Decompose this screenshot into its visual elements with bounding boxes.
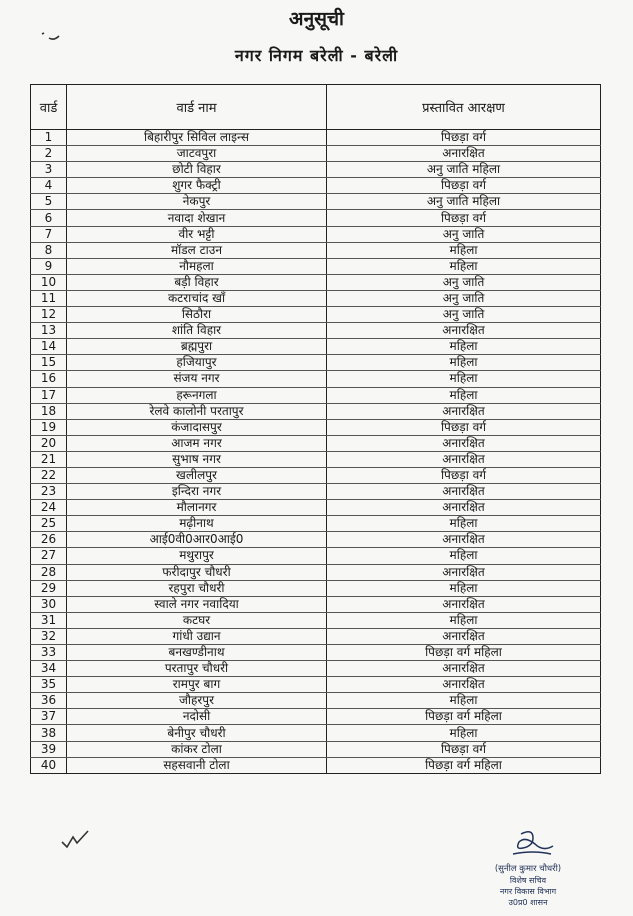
table-row <box>31 419 601 435</box>
table-row <box>31 339 601 355</box>
signatory-name: (सुनील कुमार चौधरी) <box>494 864 562 874</box>
table-row <box>31 612 601 628</box>
ward-name-cell: शुगर फैक्ट्री <box>67 178 327 194</box>
reservation-cell: पिछड़ा वर्ग <box>327 210 601 226</box>
reservation-cell: अनारक्षित <box>327 403 601 419</box>
ward-number-cell: 32 <box>31 628 67 644</box>
ward-name-cell: कांकर टोला <box>67 741 327 757</box>
ward-number-cell: 20 <box>31 435 67 451</box>
reservation-cell: महिला <box>327 516 601 532</box>
ward-number-cell: 19 <box>31 419 67 435</box>
ward-number-cell: 38 <box>31 725 67 741</box>
ward-number-cell: 39 <box>31 741 67 757</box>
reservation-cell: अनु जाति <box>327 307 601 323</box>
table-row <box>31 387 601 403</box>
reservation-cell: पिछड़ा वर्ग महिला <box>327 645 601 661</box>
ward-number-cell: 3 <box>31 162 67 178</box>
table-row <box>31 226 601 242</box>
ward-name-cell: ब्रह्मपुरा <box>67 339 327 355</box>
table-row <box>31 435 601 451</box>
reservation-cell: महिला <box>327 355 601 371</box>
table-row <box>31 403 601 419</box>
ward-name-cell: शांति विहार <box>67 323 327 339</box>
reservation-cell: पिछड़ा वर्ग महिला <box>327 709 601 725</box>
table-body <box>31 130 601 774</box>
table-row <box>31 532 601 548</box>
table-row <box>31 628 601 644</box>
ward-name-cell: इन्दिरा नगर <box>67 484 327 500</box>
ward-name-cell: रहपुरा चौधरी <box>67 580 327 596</box>
header-ward-name: वार्ड नाम <box>67 85 327 130</box>
ward-name-cell: गांधी उद्यान <box>67 628 327 644</box>
table-row <box>31 693 601 709</box>
ward-name-cell: मौलानगर <box>67 500 327 516</box>
ward-number-cell: 24 <box>31 500 67 516</box>
ward-number-cell: 17 <box>31 387 67 403</box>
reservation-cell: अनु जाति महिला <box>327 194 601 210</box>
reservation-cell: अनारक्षित <box>327 628 601 644</box>
reservation-cell: अनु जाति महिला <box>327 162 601 178</box>
reservation-cell: अनारक्षित <box>327 500 601 516</box>
table-row <box>31 242 601 258</box>
ward-number-cell: 6 <box>31 210 67 226</box>
ward-name-cell: बिहारीपुर सिविल लाइन्स <box>67 130 327 146</box>
ward-number-cell: 31 <box>31 612 67 628</box>
ward-name-cell: खलीलपुर <box>67 467 327 483</box>
table-row <box>31 162 601 178</box>
ward-number-cell: 1 <box>31 130 67 146</box>
reservation-cell: महिला <box>327 242 601 258</box>
signature-scribble-icon <box>493 828 563 860</box>
ward-number-cell: 29 <box>31 580 67 596</box>
ward-name-cell: संजय नगर <box>67 371 327 387</box>
header-proposed-reservation: प्रस्तावित आरक्षण <box>327 85 601 130</box>
table-row <box>31 467 601 483</box>
ward-name-cell: बेनीपुर चौधरी <box>67 725 327 741</box>
ward-name-cell: हजियापुर <box>67 355 327 371</box>
ward-name-cell: आई0वी0आर0आई0 <box>67 532 327 548</box>
ward-name-cell: नवादा शेखान <box>67 210 327 226</box>
ward-name-cell: मथुरापुर <box>67 548 327 564</box>
reservation-cell: पिछड़ा वर्ग <box>327 467 601 483</box>
pen-mark-icon <box>40 28 66 44</box>
ward-number-cell: 40 <box>31 757 67 773</box>
ward-name-cell: बड़ी विहार <box>67 274 327 290</box>
reservation-cell: महिला <box>327 371 601 387</box>
table-row <box>31 258 601 274</box>
ward-name-cell: बनखण्डीनाथ <box>67 645 327 661</box>
table-row <box>31 194 601 210</box>
ward-name-cell: हरूनगला <box>67 387 327 403</box>
ward-number-cell: 23 <box>31 484 67 500</box>
reservation-cell: अनारक्षित <box>327 564 601 580</box>
table-row <box>31 564 601 580</box>
ward-number-cell: 2 <box>31 146 67 162</box>
reservation-cell: महिला <box>327 339 601 355</box>
table-row <box>31 500 601 516</box>
ward-name-cell: वीर भट्टी <box>67 226 327 242</box>
header-ward-number: वार्ड <box>31 85 67 130</box>
ward-number-cell: 4 <box>31 178 67 194</box>
table-row <box>31 484 601 500</box>
ward-number-cell: 26 <box>31 532 67 548</box>
ward-number-cell: 33 <box>31 645 67 661</box>
table-row <box>31 725 601 741</box>
reservation-cell: पिछड़ा वर्ग महिला <box>327 757 601 773</box>
reservation-cell: अनारक्षित <box>327 323 601 339</box>
table-header-row <box>31 85 601 130</box>
reservation-cell: अनारक्षित <box>327 435 601 451</box>
reservation-cell: अनारक्षित <box>327 596 601 612</box>
ward-number-cell: 25 <box>31 516 67 532</box>
ward-name-cell: स्वाले नगर नवादिया <box>67 596 327 612</box>
ward-name-cell: नेकपुर <box>67 194 327 210</box>
ward-number-cell: 35 <box>31 677 67 693</box>
ward-name-cell: जौहरपुर <box>67 693 327 709</box>
ward-name-cell: मॉडल टाउन <box>67 242 327 258</box>
ward-number-cell: 36 <box>31 693 67 709</box>
ward-number-cell: 34 <box>31 661 67 677</box>
reservation-cell: पिछड़ा वर्ग <box>327 419 601 435</box>
ward-number-cell: 30 <box>31 596 67 612</box>
table-row <box>31 371 601 387</box>
table-row <box>31 307 601 323</box>
reservation-cell: अनारक्षित <box>327 484 601 500</box>
ward-number-cell: 13 <box>31 323 67 339</box>
table-row <box>31 741 601 757</box>
document-title: अनुसूची <box>289 8 344 30</box>
ward-number-cell: 10 <box>31 274 67 290</box>
ward-name-cell: कटघर <box>67 612 327 628</box>
reservation-cell: अनारक्षित <box>327 661 601 677</box>
table-row <box>31 323 601 339</box>
reservation-cell: महिला <box>327 387 601 403</box>
signature-block <box>468 828 588 908</box>
ward-name-cell: नौमहला <box>67 258 327 274</box>
ward-number-cell: 37 <box>31 709 67 725</box>
ward-name-cell: आजम नगर <box>67 435 327 451</box>
ward-reservation-table <box>30 84 601 774</box>
table-row <box>31 677 601 693</box>
ward-number-cell: 21 <box>31 451 67 467</box>
table-row <box>31 178 601 194</box>
reservation-cell: अनारक्षित <box>327 532 601 548</box>
table-row <box>31 757 601 773</box>
table-row <box>31 709 601 725</box>
ward-number-cell: 28 <box>31 564 67 580</box>
reservation-cell: महिला <box>327 258 601 274</box>
ward-name-cell: सुभाष नगर <box>67 451 327 467</box>
ward-number-cell: 7 <box>31 226 67 242</box>
table-row <box>31 146 601 162</box>
ward-name-cell: छोटी विहार <box>67 162 327 178</box>
reservation-cell: पिछड़ा वर्ग <box>327 130 601 146</box>
table-row <box>31 274 601 290</box>
reservation-cell: अनु जाति <box>327 290 601 306</box>
ward-name-cell: नदोसी <box>67 709 327 725</box>
reservation-cell: अनु जाति <box>327 226 601 242</box>
table-row <box>31 451 601 467</box>
ward-number-cell: 9 <box>31 258 67 274</box>
ward-number-cell: 11 <box>31 290 67 306</box>
ward-name-cell: कंजादासपुर <box>67 419 327 435</box>
reservation-cell: पिछड़ा वर्ग <box>327 741 601 757</box>
table-row <box>31 645 601 661</box>
ward-number-cell: 22 <box>31 467 67 483</box>
ward-number-cell: 14 <box>31 339 67 355</box>
signatory-department: नगर विकास विभाग <box>499 887 557 896</box>
signatory-designation: विशेष सचिव <box>509 876 547 885</box>
document-subtitle: नगर निगम बरेली - बरेली <box>234 46 399 65</box>
ward-name-cell: जाटवपुरा <box>67 146 327 162</box>
table-row <box>31 355 601 371</box>
ward-name-cell: रेलवे कालोनी परतापुर <box>67 403 327 419</box>
table-row <box>31 290 601 306</box>
reservation-cell: महिला <box>327 580 601 596</box>
ward-name-cell: परतापुर चौधरी <box>67 661 327 677</box>
table-row <box>31 661 601 677</box>
table-row <box>31 516 601 532</box>
ward-number-cell: 16 <box>31 371 67 387</box>
table-row <box>31 596 601 612</box>
ward-number-cell: 12 <box>31 307 67 323</box>
ward-number-cell: 15 <box>31 355 67 371</box>
ward-number-cell: 5 <box>31 194 67 210</box>
reservation-cell: अनारक्षित <box>327 146 601 162</box>
table-row <box>31 130 601 146</box>
reservation-cell: महिला <box>327 612 601 628</box>
reservation-cell: अनारक्षित <box>327 677 601 693</box>
reservation-cell: महिला <box>327 725 601 741</box>
tick-mark-icon <box>60 828 90 850</box>
reservation-cell: पिछड़ा वर्ग <box>327 178 601 194</box>
ward-name-cell: सहसवानी टोला <box>67 757 327 773</box>
table-row <box>31 580 601 596</box>
signatory-government: उ0प्र0 शासन <box>508 898 548 907</box>
table-row <box>31 210 601 226</box>
ward-number-cell: 27 <box>31 548 67 564</box>
reservation-cell: महिला <box>327 548 601 564</box>
ward-name-cell: रामपुर बाग <box>67 677 327 693</box>
reservation-cell: अनारक्षित <box>327 451 601 467</box>
ward-name-cell: मढ़ीनाथ <box>67 516 327 532</box>
table-row <box>31 548 601 564</box>
reservation-cell: अनु जाति <box>327 274 601 290</box>
ward-name-cell: सिठौरा <box>67 307 327 323</box>
ward-name-cell: कटराचांद खाँ <box>67 290 327 306</box>
ward-number-cell: 18 <box>31 403 67 419</box>
ward-name-cell: फरीदापुर चौधरी <box>67 564 327 580</box>
ward-number-cell: 8 <box>31 242 67 258</box>
reservation-cell: महिला <box>327 693 601 709</box>
